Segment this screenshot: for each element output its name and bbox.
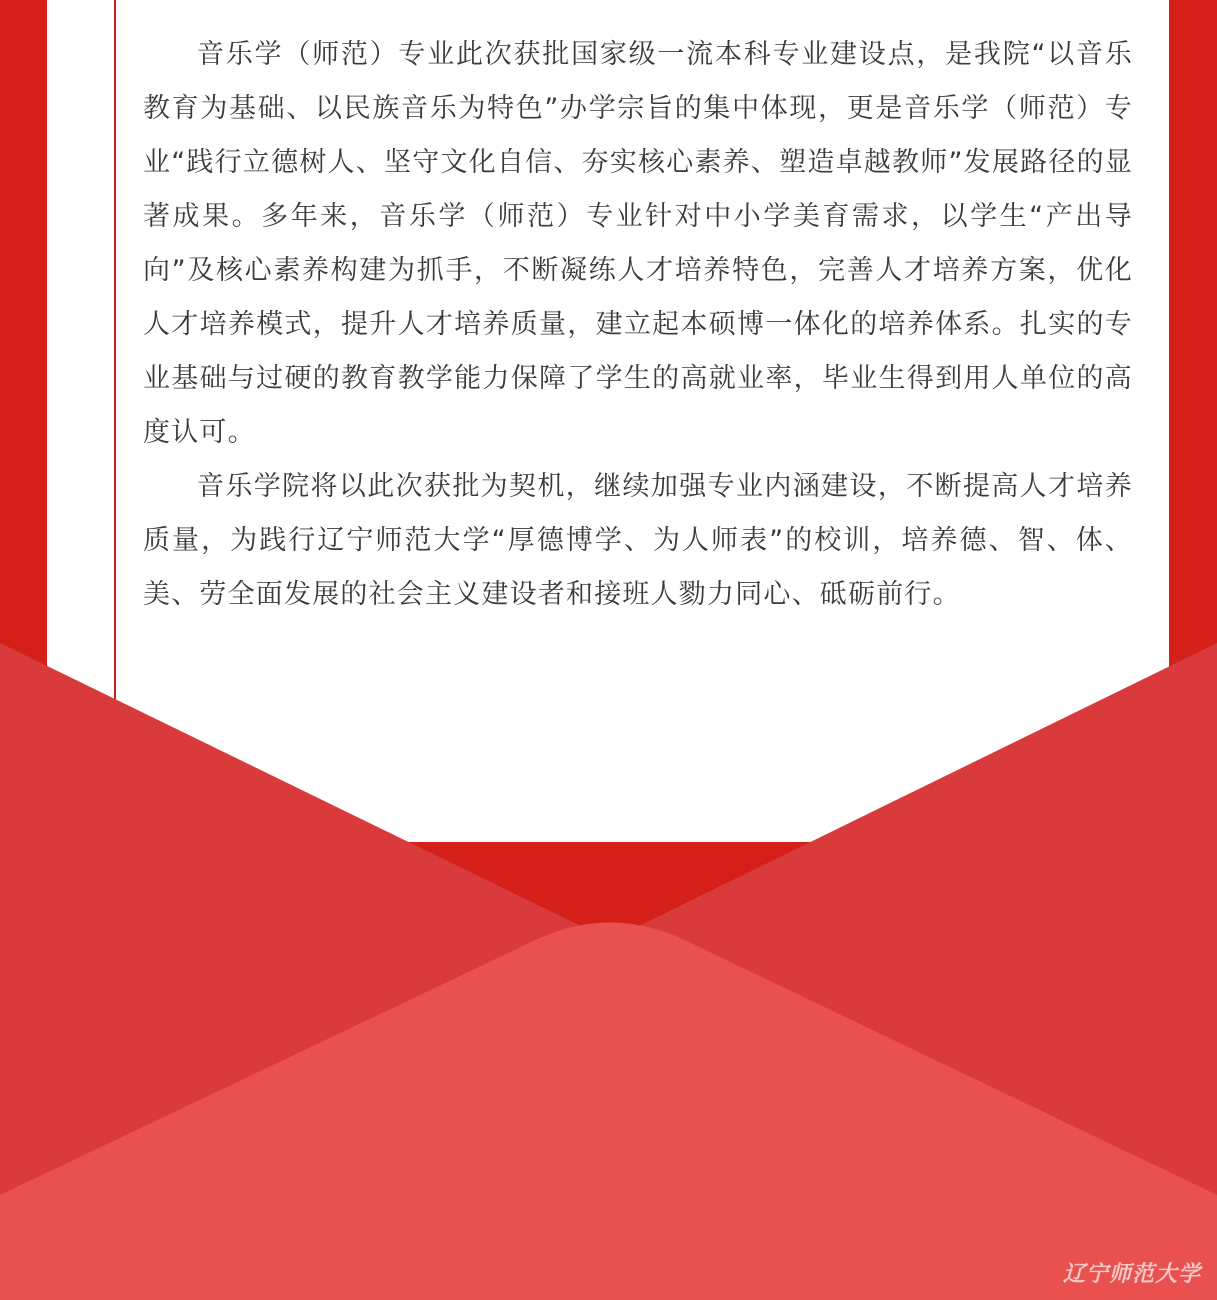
article-paragraph-1: 音乐学（师范）专业此次获批国家级一流本科专业建设点，是我院“以音乐教育为基础、以民族音乐为特色”办学宗旨的集中体现，更是音乐学（师范）专业“践行立德树人、坚守文化自信、夯实核心素养、塑造卓越教师”发展路径的显著成果。多年来，音乐学（师范）专业针对中小学美育需求，以学生“产出导向”及核心素养构建为抓手，不断凝练人才培养特色，完善人才培养方案，优化人才培养模式，提升人才培养质量，建立起本硕博一体化的培养体系。扎实的专业基础与过硬的教育教学能力保障了学生的高就业率，毕业生得到用人单位的高度认可。: [143, 39, 1133, 448]
university-watermark: 辽宁师范大学: [1062, 1262, 1201, 1287]
article-paragraph-2: 音乐学院将以此次获批为契机，继续加强专业内涵建设，不断提高人才培养质量，为践行辽宁师范大学“厚德博学、为人师表”的校训，培养德、智、体、美、劳全面发展的社会主义建设者和接班人勠力同心、砥砺前行。: [143, 471, 1133, 610]
